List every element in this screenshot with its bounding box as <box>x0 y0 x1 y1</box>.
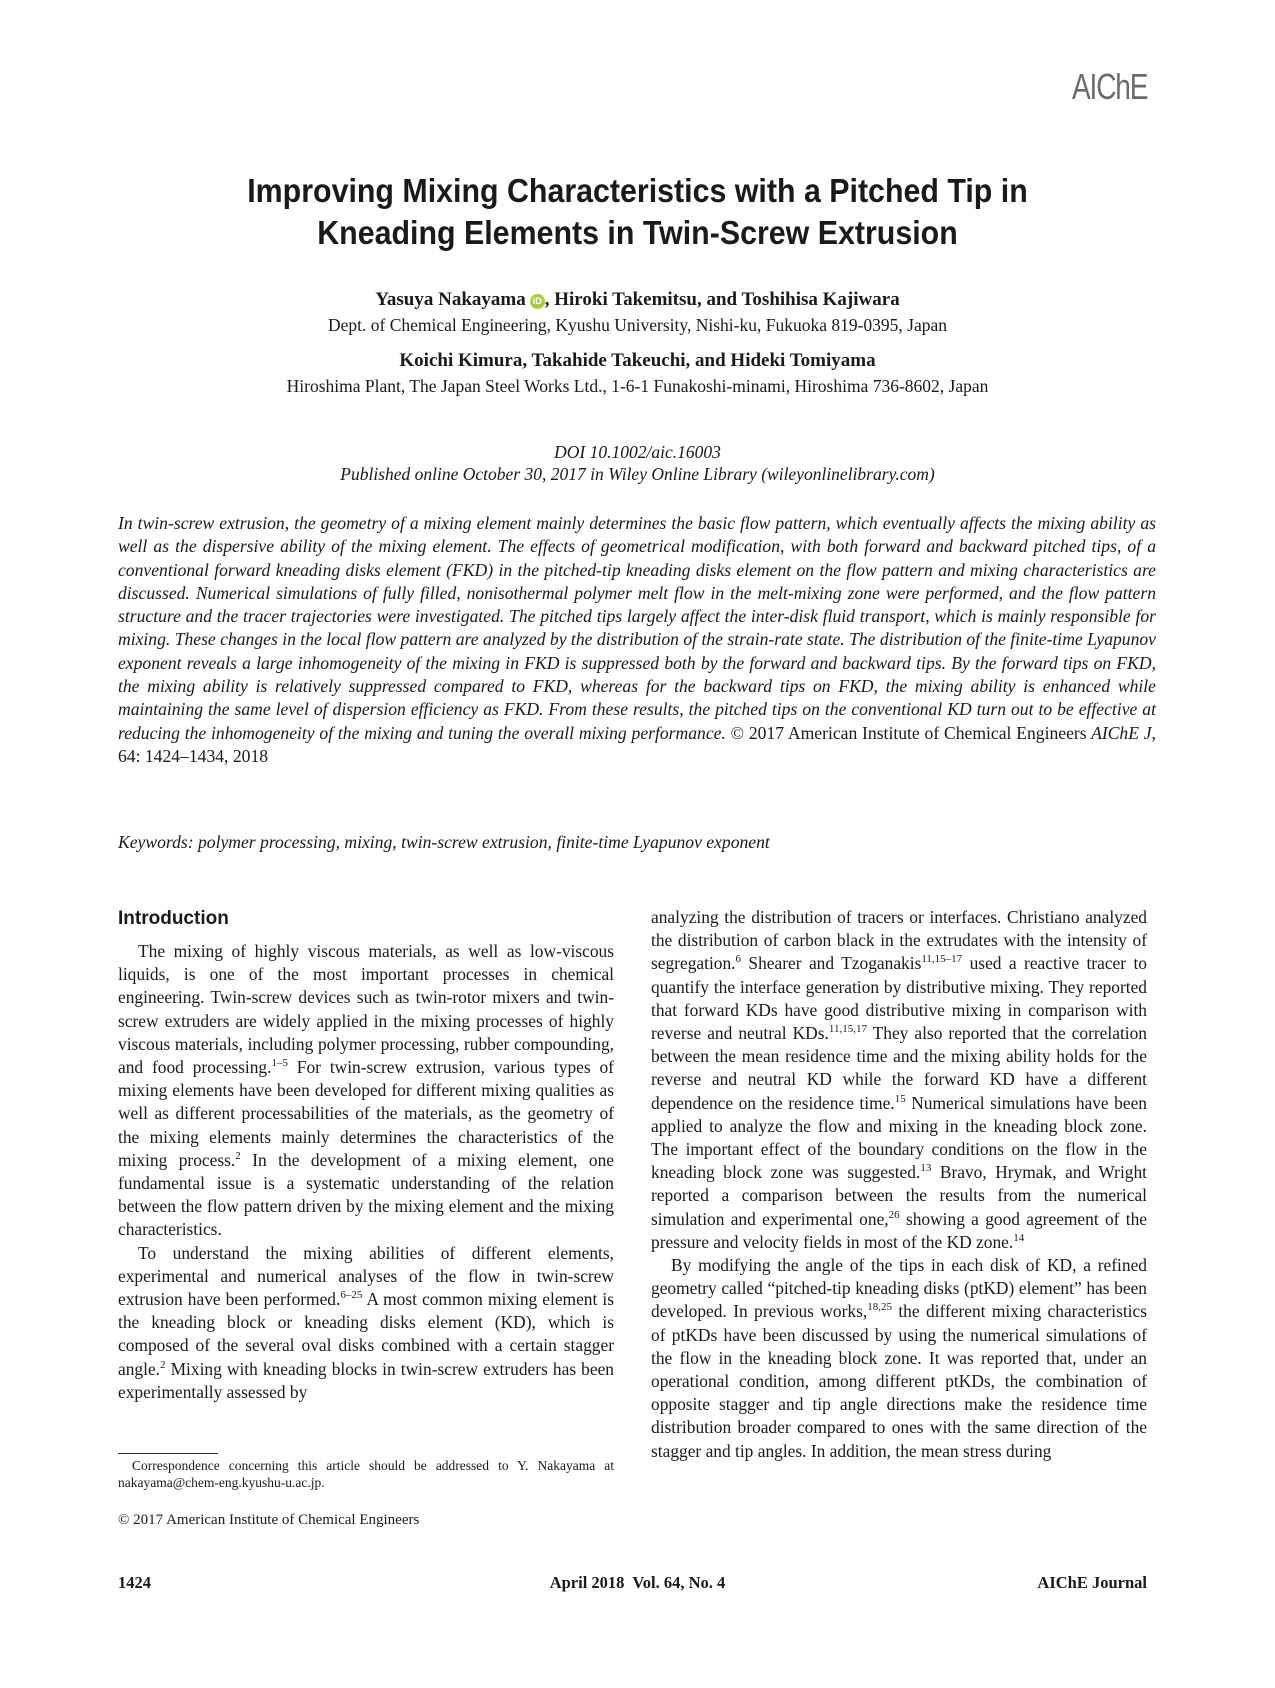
journal-name-footer: AIChE Journal <box>1037 1573 1147 1592</box>
title-line-2: Kneading Elements in Twin-Screw Extrusion <box>317 214 958 251</box>
text: The mixing of highly viscous materials, as well as low-viscous liquids, is one of the most important processes in chemical engineering. Twin-screw devices such as twin-rotor mixers and twin-screw extruders are widely applied in the mixing processes of highly viscous materials, including polymer processing, rubber compounding, and food processing. <box>118 941 614 1078</box>
paragraph <box>651 1254 1147 1463</box>
citation: 6–25 <box>340 1289 363 1302</box>
keywords: Keywords: polymer processing, mixing, twin-screw extrusion, finite-time Lyapunov exponent <box>118 832 770 852</box>
text: analyzing the distribution of tracers or interfaces. Christiano analyzed the distribution of carbon black in the extrudates with the intensity of segregation. <box>651 907 1147 974</box>
text: By modifying the angle of the tips in each disk of KD, a refined geometry called “pitched-tip kneading disks (ptKD) element” has been developed. In previous works, <box>651 1255 1147 1322</box>
abstract-text: In twin-screw extrusion, the geometry of a mixing element mainly determines the basic flow pattern, which eventually affects the mixing ability as well as the dispersive ability of the mixing element. The effects of geometrical modification, with both forward and backward pitched tips, of a conventional forward kneading disks element (FKD) in the pitched-tip kneading disks element on the flow pattern and mixing characteristics are discussed. Numerical simulations of fully filled, nonisothermal polymer melt flow in the melt-mixing zone were performed, and the flow pattern structure and the tracer trajectories were investigated. The pitched tips largely affect the inter-disk fluid transport, which is mainly responsible for mixing. These changes in the local flow pattern are analyzed by the distribution of the strain-rate state. The distribution of the finite-time Lyapunov exponent reveals a large inhomogeneity of the mixing in FKD is suppressed both by the forward and backward tips. By the forward tips on FKD, the mixing ability is relatively suppressed compared to FKD, whereas for the backward tips on FKD, the mixing ability is enhanced while maintaining the same level of dispersion efficiency as FKD. From these results, the pitched tips on the conventional KD turn out to be effective at reducing the inhomogeneity of the mixing and tuning the overall mixing performance. <box>118 513 1156 743</box>
text: In the development of a mixing element, one fundamental issue is a systematic understanding of the relation between the flow pattern driven by the mixing element and the mixing characteristics. <box>118 1149 614 1240</box>
text: Bravo, Hrymak, and Wright reported a comparison between the results from the numerical simulation and experimental one, <box>651 1162 1147 1229</box>
paper-title <box>0 170 1275 254</box>
column-left <box>118 940 614 1404</box>
title-line-1: Improving Mixing Characteristics with a Pitched Tip in <box>247 172 1028 209</box>
author-names-rest: , Hiroki Takemitsu, and Toshihisa Kajiwara <box>544 289 900 310</box>
text: They also reported that the correlation between the mean residence time and the mixing ability holds for the reverse and neutral KD while the forward KD have a different dependence on the residence time. <box>651 1023 1147 1113</box>
footnote-rule <box>118 1453 218 1454</box>
text: Numerical simulations have been applied to analyze the flow and mixing in the kneading block zone. The important effect of the boundary conditions on the flow in the kneading block zone was suggested. <box>651 1092 1147 1183</box>
section-heading-introduction: Introduction <box>118 908 229 929</box>
paragraph <box>651 906 1147 1254</box>
citation: 18,25 <box>867 1301 892 1314</box>
copyright-line: © 2017 American Institute of Chemical Engineers <box>118 1512 420 1528</box>
abstract-journal: AIChE J <box>1091 722 1152 743</box>
doi: DOI 10.1002/aic.16003 <box>554 442 721 462</box>
published-online: Published online October 30, 2017 in Wiley Online Library (wileyonlinelibrary.com) <box>340 464 935 484</box>
author-group-1 <box>0 289 1275 311</box>
affiliation-2: Hiroshima Plant, The Japan Steel Works Ltd., 1-6-1 Funakoshi-minami, Hiroshima 736-8602, Japan <box>286 376 989 396</box>
citation: 2 <box>160 1358 166 1371</box>
text: For twin-screw extrusion, various types of mixing elements have been developed for different mixing qualities as well as different processabilities of the materials, as the geometry of the mixing elements mainly determines the characteristics of the mixing process. <box>118 1057 614 1170</box>
issue-info: April 2018 Vol. 64, No. 4 <box>549 1573 726 1592</box>
author-name-first: Yasuya Nakayama <box>375 289 526 310</box>
text: Mixing with kneading blocks in twin-screw extruders has been experimentally assessed by <box>118 1358 614 1402</box>
orcid-icon[interactable]: iD <box>530 294 545 309</box>
citation: 11,15–17 <box>921 953 963 966</box>
citation: 1–5 <box>271 1057 288 1070</box>
citation: 15 <box>894 1092 906 1105</box>
citation: 6 <box>735 953 742 966</box>
abstract-citation: , 64: 1424–1434, 2018 <box>118 722 1157 766</box>
text: showing a good agreement of the pressure and velocity fields in most of the KD zone. <box>651 1208 1147 1252</box>
text: To understand the mixing abilities of different elements, experimental and numerical analyses of the flow in twin-screw extrusion have been performed. <box>118 1242 614 1310</box>
affiliation-1: Dept. of Chemical Engineering, Kyushu University, Nishi-ku, Fukuoka 819-0395, Japan <box>327 315 948 335</box>
citation: 13 <box>920 1162 932 1175</box>
citation: 2 <box>235 1150 241 1163</box>
correspondence-footnote: Correspondence concerning this article should be addressed to Y. Nakayama at nakayama@chem-eng.kyushu-u.ac.jp. <box>118 1458 614 1490</box>
column-right <box>651 906 1147 1463</box>
text: A most common mixing element is the kneading block or kneading disks element (KD), which is composed of the several oval disks combined with a certain stagger angle. <box>118 1289 614 1379</box>
text: used a reactive tracer to quantify the interface generation by distributive mixing. They reported that forward KDs have good distributive mixing in comparison with reverse and neutral KDs. <box>651 953 1147 1044</box>
paragraph <box>118 940 614 1242</box>
author-group-2: Koichi Kimura, Takahide Takeuchi, and Hideki Tomiyama <box>399 350 876 371</box>
citation: 11,15,17 <box>828 1023 867 1036</box>
text: the different mixing characteristics of ptKDs have been discussed by using the numerical simulations of the flow in the kneading block zone. It was reported that, under an operational condition, among different ptKDs, the combination of opposite stagger and tip angle directions make the residence time distribution broader compared to ones with the same direction of the stagger and tip angles. In addition, the mean stress during <box>651 1301 1148 1461</box>
abstract-copyright: © 2017 American Institute of Chemical Engineers <box>730 722 1087 743</box>
abstract <box>118 512 1156 768</box>
citation: 26 <box>888 1208 900 1221</box>
journal-logo: AIChE <box>1072 66 1148 107</box>
paragraph <box>118 1242 614 1404</box>
citation: 14 <box>1013 1232 1025 1245</box>
page-number: 1424 <box>118 1573 151 1592</box>
text: Shearer and Tzoganakis <box>741 953 922 974</box>
